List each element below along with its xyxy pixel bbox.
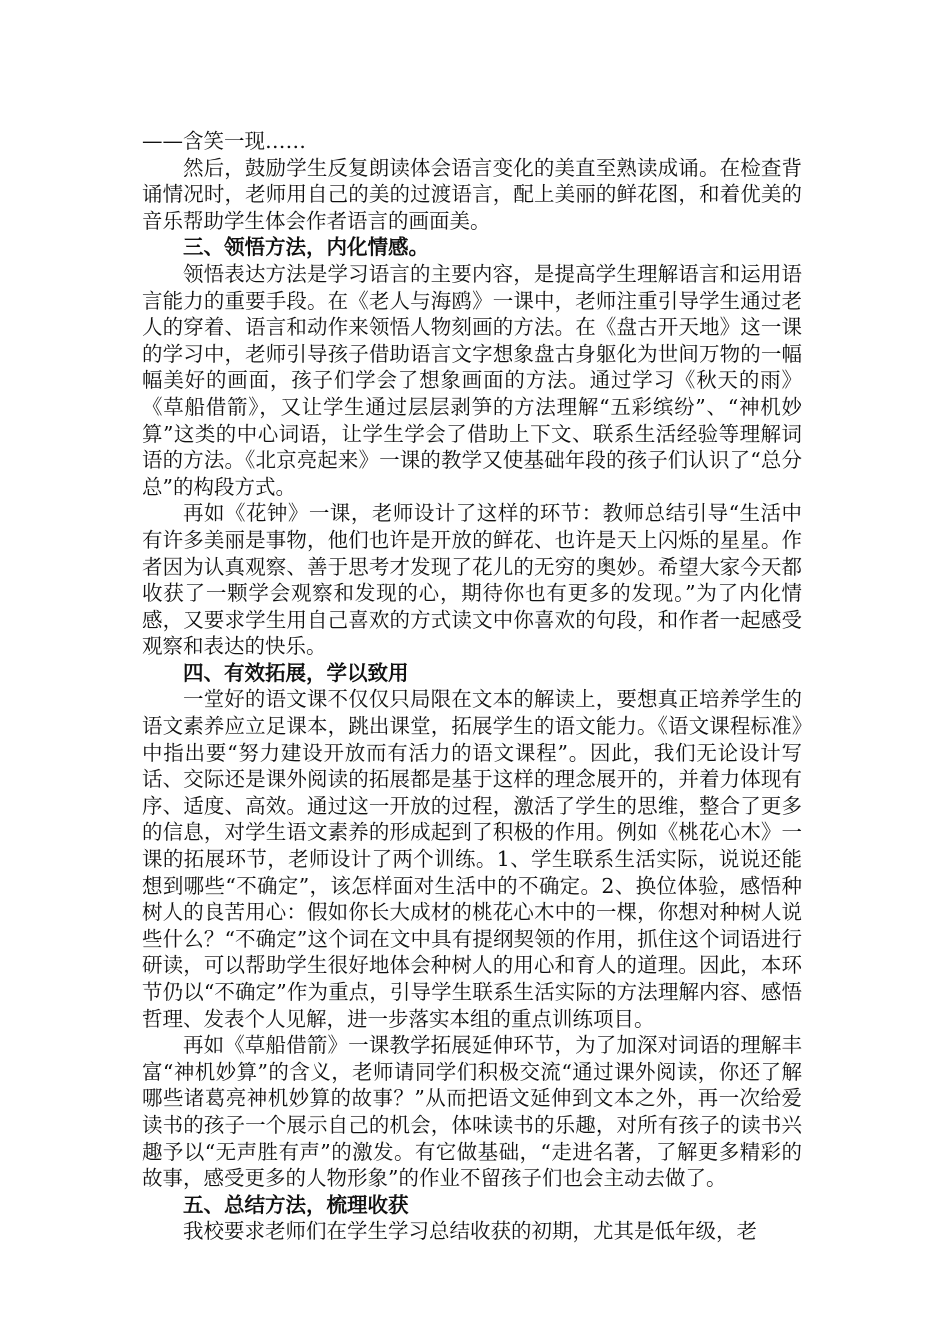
paragraph-text: 领悟表达方法是学习语言的主要内容，是提高学生理解语言和运用语言能力的重要手段。在《老人与海鸥》一课中，老师注重引导学生通过老人的穿着、语言和动作来领悟人物刻画的方法。在《盘古开天地》这一课的学习中，老师引导孩子借助语言文字想象盘古身躯化为世间万物的一幅幅美好的画面，孩子们学会了想象画面的方法。通过学习《秋天的雨》《草船借箭》，又让学生通过层层剥笋的方法理解“五彩缤纷”、“神机妙算”这类的中心词语，让学生学会了借助上下文、联系生活经验等理解词语的方法。《北京亮起来》一课的教学又使基础年段的孩子们认识了“总分总”的构段方式。 [142,261,802,499]
section-heading: 五、总结方法，梳理收获 [183,1192,409,1217]
section-heading: 四、有效拓展，学以致用 [183,660,409,685]
paragraph-text: 然后，鼓励学生反复朗读体会语言变化的美直至熟读成诵。在检查背诵情况时，老师用自己的美的过渡语言，配上美丽的鲜花图，和着优美的音乐帮助学生体会作者语言的画面美。 [142,155,802,233]
paragraph-text: 再如《草船借箭》一课教学拓展延伸环节，为了加深对词语的理解丰富“神机妙算”的含义，老师请同学们积极交流“通过课外阅读，你还了解哪些诸葛亮神机妙算的故事？”从而把语文延伸到文本之外，再一次给爱读书的孩子一个展示自己的机会，体味读书的乐趣，对所有孩子的读书兴趣予以“无声胜有声”的激发。有它做基础，“走进名著，了解更多精彩的故事，感受更多的人物形象”的作业不留孩子们也会主动去做了。 [142,1033,802,1191]
paragraph-text: ——含笑一现…… [142,129,306,153]
paragraph-text: 再如《花钟》一课，老师设计了这样的环节：教师总结引导“生活中有许多美丽是事物，他们也许是开放的鲜花、也许是天上闪烁的星星。作者因为认真观察、善于思考才发现了花儿的无穷的奥妙。希望大家今天都收获了一颗学会观察和发现的心，期待你也有更多的发现。”为了内化情感，又要求学生用自己喜欢的方式读文中你喜欢的句段，和作者一起感受观察和表达的快乐。 [142,501,802,659]
section-heading: 三、领悟方法，内化情感。 [183,235,429,260]
paragraph-text: 我校要求老师们在学生学习总结收获的初期，尤其是低年级，老 [183,1219,757,1244]
paragraph-text: 一堂好的语文课不仅仅只局限在文本的解读上，要想真正培养学生的语文素养应立足课本，跳出课堂，拓展学生的语文能力。《语文课程标准》中指出要“努力建设开放而有活力的语文课程”。因此，我们无论设计写话、交际还是课外阅读的拓展都是基于这样的理念展开的，并着力体现有序、适度、高效。通过这一开放的过程，激活了学生的思维，整合了更多的信息，对学生语文素养的形成起到了积极的作用。例如《桃花心木》一课的拓展环节，老师设计了两个训练。1、学生联系生活实际，说说还能想到哪些“不确定”，该怎样面对生活中的不确定。2、换位体验，感悟种树人的良苦用心：假如你长大成材的桃花心木中的一棵，你想对种树人说些什么？“不确定”这个词在文中具有提纲契领的作用，抓住这个词语进行研读，可以帮助学生很好地体会种树人的用心和育人的道理。因此，本环节仍以“不确定”作为重点，引导学生联系生活实际的方法理解内容、感悟哲理、发表个人见解，进一步落实本组的重点训练项目。 [142,687,802,1031]
document-body [142,128,802,1245]
